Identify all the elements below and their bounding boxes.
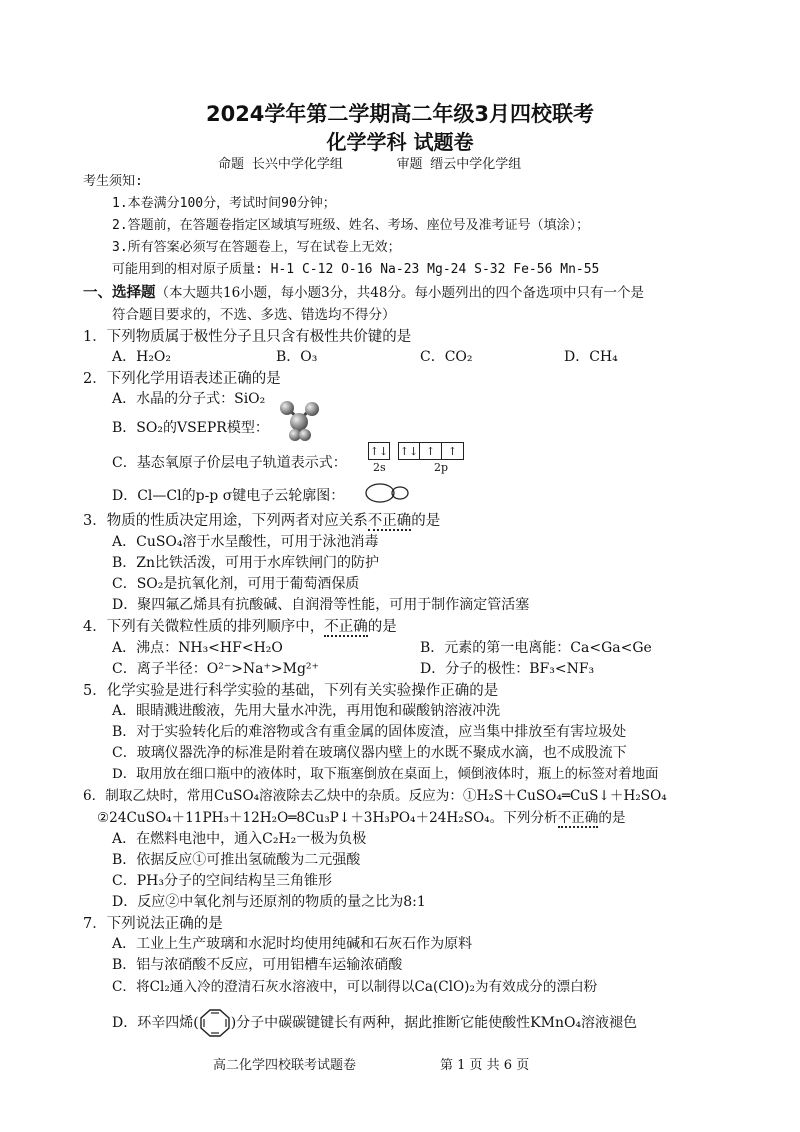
orbital-2p-3: ↑ — [442, 442, 464, 460]
q7-option-d — [112, 1008, 637, 1038]
q3-option-a: A．CuSO₄溶于水呈酸性，可用于泳池消毒 — [112, 534, 379, 550]
q3-stem-pre: 3．物质的性质决定用途，下列两者对应关系 — [83, 513, 368, 529]
q4-stem — [83, 615, 397, 636]
q6-option-d: D．反应②中氧化剂与还原剂的物质的量之比为8:1 — [112, 894, 426, 910]
proposer: 命题 长兴中学化学组 — [218, 157, 343, 172]
p-p-sigma-bond-cloud-image — [363, 480, 411, 506]
q3-option-b: B．Zn比铁活泼，可用于水库铁闸门的防护 — [112, 555, 380, 571]
q2-option-d: D．Cl—Cl的p-p σ键电子云轮廓图： — [112, 488, 345, 504]
section1-desc-1: （本大题共16小题，每小题3分，共48分。每小题列出的四个备选项中只有一个是 — [155, 285, 644, 301]
q1-stem: 1．下列物质属于极性分子且只含有极性共价键的是 — [83, 329, 412, 345]
notice-item-2: 2.答题前，在答题卷指定区域填写班级、姓名、考场、座位号及准考证号（填涂）； — [112, 218, 590, 233]
q7-option-d-pre: D．环辛四烯( — [112, 1015, 199, 1031]
q7-option-a: A．工业上生产玻璃和水泥时均使用纯碱和石灰石作为原料 — [112, 936, 473, 952]
q7-option-c: C．将Cl₂通入冷的澄清石灰水溶液中，可以制得以Ca(ClO)₂为有效成分的漂白粉 — [112, 979, 598, 995]
exam-subtitle: 化学学科 试题卷 — [326, 130, 474, 154]
section1-heading: 一、选择题 — [83, 285, 156, 301]
q3-option-c: C．SO₂是抗氧化剂，可用于葡萄酒保质 — [112, 576, 360, 592]
q3-stem-emphasis: 不正确 — [367, 513, 412, 529]
notice-heading: 考生须知: — [83, 174, 143, 189]
section1-heading-line — [83, 281, 644, 302]
footer-page-number: 第 1 页 共 6 页 — [440, 1058, 530, 1073]
orbital-2p-1: ↑↓ — [398, 442, 420, 460]
q6-option-b: B．依据反应①可推出氢硫酸为二元强酸 — [112, 852, 361, 868]
q4-stem-pre: 4．下列有关微粒性质的排列顺序中， — [83, 619, 325, 635]
q7-stem: 7．下列说法正确的是 — [83, 916, 223, 932]
q4-stem-post: 的是 — [367, 619, 397, 635]
q4-option-c: C．离子半径：O²⁻>Na⁺>Mg²⁺ — [112, 661, 319, 677]
q6-option-a: A．在燃料电池中，通入C₂H₂一极为负极 — [112, 831, 367, 847]
q1-option-a: A．H₂O₂ — [112, 349, 172, 365]
q3-option-d: D．聚四氟乙烯具有抗酸碱、自润滑等性能，可用于制作滴定管活塞 — [112, 597, 530, 613]
q6-stem-line1: 6．制取乙炔时，常用CuSO₄溶液除去乙炔中的杂质。反应为：①H₂S＋CuSO₄═CuS↓＋H₂SO₄ — [83, 788, 667, 804]
oxygen-orbital-diagram — [368, 442, 464, 474]
orbital-2p-2: ↑ — [420, 442, 442, 460]
q5-option-a: A．眼睛溅进酸液，先用大量水冲洗，再用饱和碳酸钠溶液冲洗 — [112, 703, 501, 719]
q2-option-a: A．水晶的分子式：SiO₂ — [112, 391, 266, 407]
orbital-label-2p: 2p — [434, 461, 449, 474]
q6-stem-line2 — [97, 806, 626, 826]
q4-option-a: A．沸点：NH₃<HF<H₂O — [112, 640, 283, 656]
cyclooctatetraene-structure-image — [199, 1008, 231, 1038]
author-line — [218, 153, 521, 172]
reviewer: 审题 缙云中学化学组 — [396, 157, 522, 172]
q2-option-b: B．SO₂的VSEPR模型： — [112, 420, 269, 436]
q5-option-c: C．玻璃仪器洗净的标准是附着在玻璃仪器内壁上的水既不聚成水滴，也不成股流下 — [112, 745, 627, 761]
exam-title: 2024学年第二学期高二年级3月四校联考 — [205, 102, 595, 126]
q1-option-d: D．CH₄ — [564, 349, 618, 365]
q3-stem-post: 的是 — [411, 513, 441, 529]
q6-line2-pre: ②24CuSO₄＋11PH₃＋12H₂O═8Cu₃P↓＋3H₃PO₄＋24H₂SO₄。下列分析 — [97, 810, 558, 826]
q6-stem-emphasis: 不正确 — [557, 810, 599, 826]
footer-title: 高二化学四校联考试题卷 — [213, 1058, 357, 1073]
q3-stem — [83, 509, 440, 530]
q7-option-d-post: )分子中碳碳键键长有两种，据此推断它能使酸性KMnO₄溶液褪色 — [230, 1015, 638, 1031]
notice-item-1: 1.本卷满分100分，考试时间90分钟； — [112, 196, 336, 211]
q5-option-d: D．取用放在细口瓶中的液体时，取下瓶塞倒放在桌面上，倾倒液体时，瓶上的标签对着地面 — [112, 767, 659, 782]
so2-vsepr-model-image — [275, 398, 323, 442]
notice-atomic-masses: 可能用到的相对原子质量: H-1 C-12 O-16 Na-23 Mg-24 S-32 Fe-56 Mn-55 — [112, 262, 600, 277]
q4-option-b: B．元素的第一电离能：Ca<Ga<Ge — [420, 640, 652, 656]
q7-option-b: B．铝与浓硝酸不反应，可用铝槽车运输浓硝酸 — [112, 957, 403, 973]
q2-option-c: C．基态氧原子价层电子轨道表示式： — [112, 455, 347, 471]
notice-item-3: 3.所有答案必须写在答题卷上，写在试卷上无效； — [112, 240, 401, 255]
section1-desc-2: 符合题目要求的，不选、多选、错选均不得分） — [112, 307, 396, 323]
q5-stem: 5．化学实验是进行科学实验的基础，下列有关实验操作正确的是 — [83, 683, 499, 699]
q1-option-b: B．O₃ — [276, 349, 318, 365]
q4-option-d: D．分子的极性：BF₃<NF₃ — [420, 661, 595, 677]
q5-option-b: B．对于实验转化后的难溶物或含有重金属的固体废渣，应当集中排放至有害垃圾处 — [112, 724, 627, 740]
orbital-label-2s: 2s — [373, 461, 386, 474]
q6-line2-post: 的是 — [598, 810, 626, 826]
q6-option-c: C．PH₃分子的空间结构呈三角锥形 — [112, 873, 332, 889]
q4-stem-emphasis: 不正确 — [324, 619, 368, 635]
q2-stem: 2．下列化学用语表述正确的是 — [83, 371, 281, 387]
orbital-2s: ↑↓ — [368, 442, 390, 460]
q1-option-c: C．CO₂ — [420, 349, 473, 365]
